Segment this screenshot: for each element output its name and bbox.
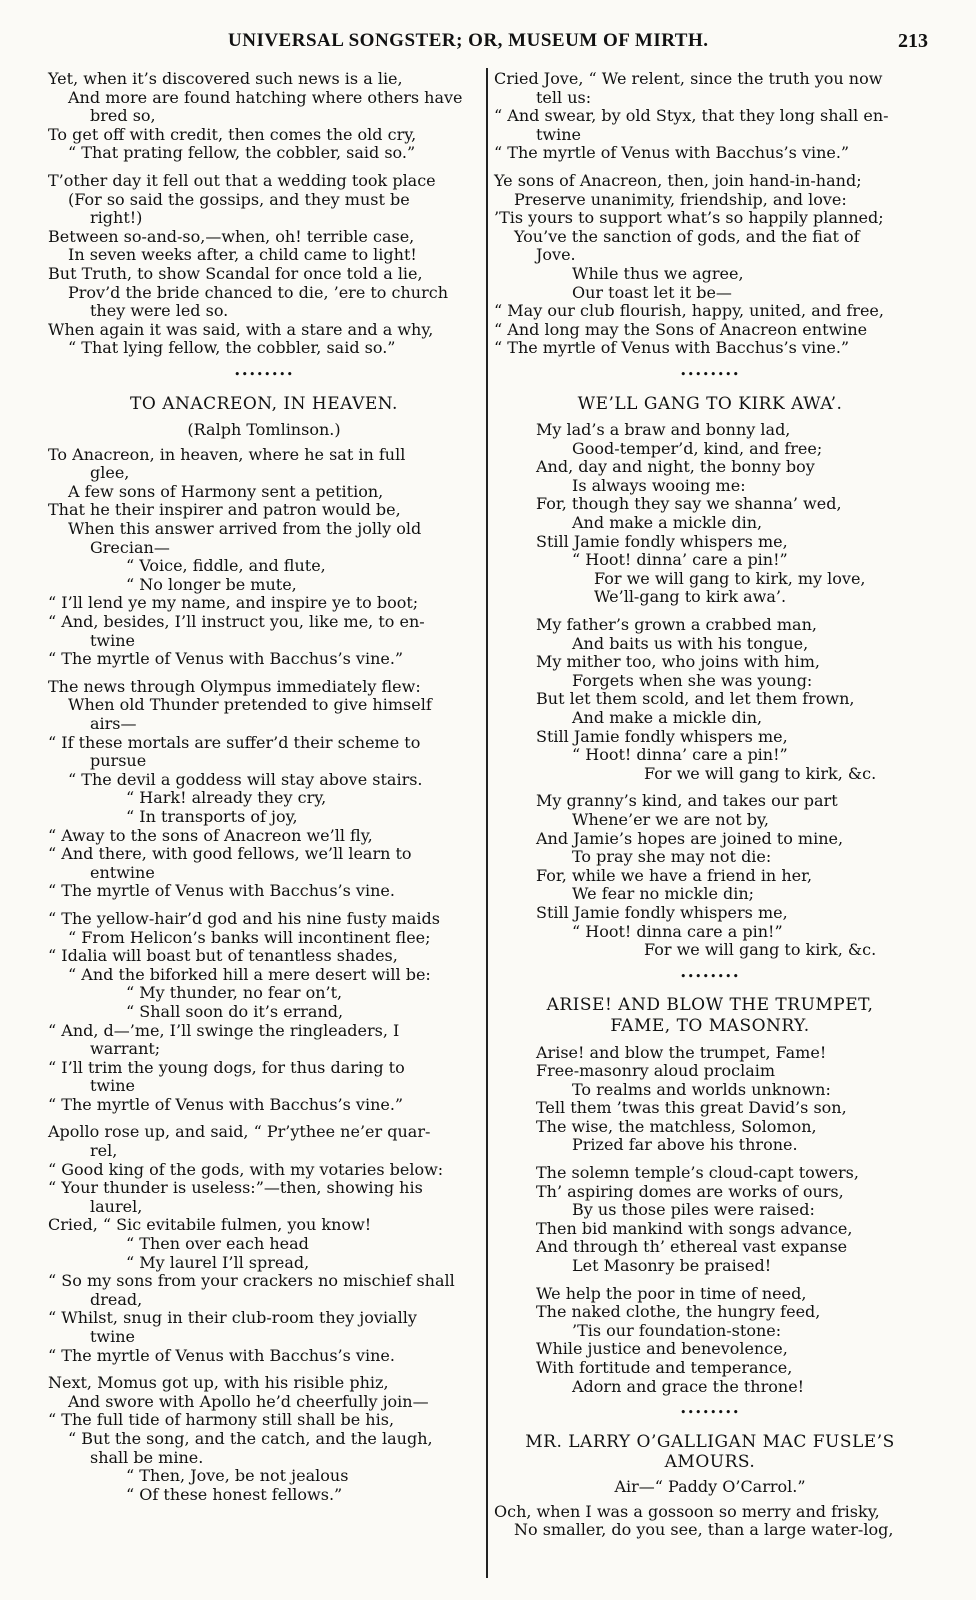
verse-line: Forgets when she was young: xyxy=(572,670,813,690)
verse-line: “ Then over each head xyxy=(126,1234,309,1254)
verse-line: Whene’er we are not by, xyxy=(572,809,769,829)
stanza xyxy=(48,1123,480,1365)
stanza xyxy=(494,1503,926,1540)
verse-line: airs— xyxy=(90,714,137,733)
verse-line: “ The devil a goddess will stay above stairs. xyxy=(68,769,423,789)
verse-line: For we will gang to kirk, &c. xyxy=(644,763,877,783)
stanza xyxy=(48,172,480,358)
page-header xyxy=(48,30,928,60)
verse-line: We help the poor in time of need, xyxy=(536,1283,807,1303)
verse-line: “ Whilst, snug in their club-room they jovially xyxy=(48,1308,417,1328)
verse-line: To get off with credit, then comes the old cry, xyxy=(48,124,417,144)
stanza xyxy=(494,616,926,783)
verse-line: “ I’ll lend ye my name, and inspire ye to boot; xyxy=(48,593,419,613)
verse-line: Arise! and blow the trumpet, Fame! xyxy=(536,1042,827,1062)
verse-line: “ Idalia will boast but of tenantless shades, xyxy=(48,946,398,966)
verse-line: twine xyxy=(90,1327,136,1346)
verse-line: And make a mickle din, xyxy=(572,708,763,727)
verse-line: Ye sons of Anacreon, then, join hand-in-hand; xyxy=(494,170,862,190)
verse-line: “ That prating fellow, the cobbler, said so.” xyxy=(68,143,416,163)
column-divider xyxy=(486,68,488,1578)
verse-line: Next, Momus got up, with his risible phiz, xyxy=(48,1373,389,1393)
verse-line: “ Your thunder is useless:”—then, showing his xyxy=(48,1178,423,1198)
verse-line: Jove. xyxy=(536,245,576,265)
verse-line: And swore with Apollo he’d cheerfully join— xyxy=(68,1391,429,1411)
verse-line: twine xyxy=(536,124,582,144)
verse-line: tell us: xyxy=(536,87,592,107)
verse-line: pursue xyxy=(90,751,147,771)
verse-line: With fortitude and temperance, xyxy=(536,1358,793,1377)
verse-line: “ May our club flourish, happy, united, and free, xyxy=(494,301,884,321)
verse-line: To pray she may not die: xyxy=(572,847,772,867)
verse-line: While thus we agree, xyxy=(572,263,744,283)
verse-line: My mither too, who joins with him, xyxy=(536,652,820,672)
verse-line: “ Then, Jove, be not jealous xyxy=(126,1466,349,1486)
verse-line: Cried, “ Sic evitabile fulmen, you know! xyxy=(48,1215,372,1235)
verse-line: “ Away to the sons of Anacreon we’ll fly, xyxy=(48,825,373,845)
verse-line: The news through Olympus immediately flew: xyxy=(48,676,421,696)
song-title-line-2: FAME, TO MASONRY. xyxy=(610,1015,810,1036)
verse-line: “ Hoot! dinna’ care a pin!” xyxy=(572,550,788,570)
song-title: WE’LL GANG TO KIRK AWA’. xyxy=(577,393,843,414)
verse-line: “ The myrtle of Venus with Bacchus’s vine.” xyxy=(48,1094,404,1114)
verse-line: “ And swear, by old Styx, that they long shall en- xyxy=(494,106,889,126)
verse-line: For, while we have a friend in her, xyxy=(536,865,813,885)
verse-line: Cried Jove, “ We relent, since the truth you now xyxy=(494,69,883,88)
verse-line: Prov’d the bride chanced to die, ’ere to church xyxy=(68,282,448,302)
verse-line: Is always wooing me: xyxy=(572,475,746,495)
verse-line: We’ll-gang to kirk awa’. xyxy=(594,587,787,607)
verse-line: rel, xyxy=(90,1141,118,1161)
verse-line: By us those piles were raised: xyxy=(572,1200,815,1220)
verse-line: Our toast let it be— xyxy=(572,282,732,302)
verse-line: And make a mickle din, xyxy=(572,513,763,533)
verse-line: Apollo rose up, and said, “ Pr’ythee ne’er quar- xyxy=(48,1122,431,1142)
verse-line: “ Good king of the gods, with my votaries below: xyxy=(48,1159,444,1179)
verse-line: “ And the biforked hill a mere desert will be: xyxy=(68,964,431,984)
verse-line: “ And, besides, I’ll instruct you, like me, to en- xyxy=(48,612,425,632)
song-air: Air—“ Paddy O’Carrol.” xyxy=(614,1476,806,1496)
verse-line: Th’ aspiring domes are works of ours, xyxy=(536,1181,844,1201)
stanza xyxy=(48,70,480,163)
verse-line: The wise, the matchless, Solomon, xyxy=(536,1116,817,1136)
verse-line: “ No longer be mute, xyxy=(126,574,297,594)
verse-line: No smaller, do you see, than a large water-log, xyxy=(514,1520,894,1540)
verse-line: Och, when I was a gossoon so merry and frisky, xyxy=(494,1501,880,1521)
stanza xyxy=(494,172,926,358)
verse-line: warrant; xyxy=(90,1039,161,1059)
verse-line: My father’s grown a crabbed man, xyxy=(536,615,817,635)
verse-line: “ If these mortals are suffer’d their scheme to xyxy=(48,732,421,752)
verse-line: dread, xyxy=(90,1289,143,1309)
verse-line: entwine xyxy=(90,862,155,882)
verse-line: “ My laurel I’ll spread, xyxy=(126,1252,310,1272)
verse-line: A few sons of Harmony sent a petition, xyxy=(68,481,384,501)
verse-line: (For so said the gossips, and they must be xyxy=(68,189,410,209)
verse-line: Let Masonry be praised! xyxy=(572,1256,772,1276)
verse-line: ’Tis yours to support what’s so happily planned; xyxy=(494,208,884,228)
verse-line: We fear no mickle din; xyxy=(572,884,755,904)
verse-line: laurel, xyxy=(90,1196,143,1216)
stanza xyxy=(48,678,480,901)
song-author: (Ralph Tomlinson.) xyxy=(187,420,341,440)
verse-line: “ The myrtle of Venus with Bacchus’s vine.” xyxy=(48,649,404,669)
verse-line: But let them scold, and let them frown, xyxy=(536,689,855,709)
verse-line: My lad’s a braw and bonny lad, xyxy=(536,420,791,440)
left-column xyxy=(48,70,480,1504)
song-title-line-1: MR. LARRY O’GALLIGAN MAC FUSLE’S xyxy=(525,1431,895,1452)
verse-line: “ So my sons from your crackers no mischief shall xyxy=(48,1271,455,1291)
verse-line: “ The myrtle of Venus with Bacchus’s vine. xyxy=(48,1345,395,1365)
verse-line: Grecian— xyxy=(90,537,170,557)
verse-line: When old Thunder pretended to give himself xyxy=(68,695,432,715)
verse-line: twine xyxy=(90,630,136,650)
ornament: •••••••• xyxy=(234,367,294,381)
verse-line: Yet, when it’s discovered such news is a lie, xyxy=(48,69,403,88)
verse-line: twine xyxy=(90,1076,136,1096)
stanza xyxy=(494,792,926,959)
verse-line: Then bid mankind with songs advance, xyxy=(536,1218,853,1238)
verse-line: Prized far above his throne. xyxy=(572,1135,798,1155)
verse-line: “ That lying fellow, the cobbler, said so.” xyxy=(68,338,396,358)
verse-line: “ The myrtle of Venus with Bacchus’s vine. xyxy=(48,881,395,901)
verse-line: For we will gang to kirk, &c. xyxy=(644,940,877,960)
stanza xyxy=(494,70,926,163)
verse-line: “ I’ll trim the young dogs, for thus daring to xyxy=(48,1057,405,1077)
verse-line: “ Shall soon do it’s errand, xyxy=(126,1001,344,1021)
verse-line: To realms and worlds unknown: xyxy=(572,1079,831,1099)
right-column xyxy=(494,70,926,1540)
verse-line: “ My thunder, no fear on’t, xyxy=(126,983,343,1003)
verse-line: ’Tis our foundation-stone: xyxy=(572,1320,782,1340)
verse-line: The naked clothe, the hungry feed, xyxy=(536,1302,821,1322)
verse-line: “ Voice, fiddle, and flute, xyxy=(126,556,326,576)
ornament: •••••••• xyxy=(680,969,740,983)
verse-line: “ Of these honest fellows.” xyxy=(126,1484,343,1504)
verse-line: “ And there, with good fellows, we’ll learn to xyxy=(48,844,412,864)
verse-line: Free-masonry aloud proclaim xyxy=(536,1061,776,1081)
verse-line: “ The yellow-hair’d god and his nine fusty maids xyxy=(48,908,440,928)
song-title: TO ANACREON, IN HEAVEN. xyxy=(130,393,398,414)
verse-line: shall be mine. xyxy=(90,1447,204,1467)
verse-line: And baits us with his tongue, xyxy=(572,633,809,653)
verse-line: “ Hark! already they cry, xyxy=(126,788,327,808)
verse-line: When again it was said, with a stare and a why, xyxy=(48,319,434,339)
verse-line: Still Jamie fondly whispers me, xyxy=(536,726,788,746)
verse-line: they were led so. xyxy=(90,301,229,321)
song-title-line-2: AMOURS. xyxy=(664,1452,756,1473)
stanza xyxy=(494,1164,926,1276)
stanza xyxy=(494,421,926,607)
verse-line: Between so-and-so,—when, oh! terrible case, xyxy=(48,226,415,246)
verse-line: “ The myrtle of Venus with Bacchus’s vine.” xyxy=(494,143,850,163)
stanza xyxy=(48,446,480,669)
verse-line: Still Jamie fondly whispers me, xyxy=(536,902,788,922)
verse-line: “ The myrtle of Venus with Bacchus’s vine.” xyxy=(494,338,850,358)
verse-line: Preserve unanimity, friendship, and love: xyxy=(514,189,847,209)
verse-line: Adorn and grace the throne! xyxy=(572,1376,805,1396)
verse-line: “ Hoot! dinna’ care a pin!” xyxy=(572,745,788,765)
verse-line: And through th’ ethereal vast expanse xyxy=(536,1237,848,1257)
verse-line: And, day and night, the bonny boy xyxy=(536,457,815,477)
verse-line: And Jamie’s hopes are joined to mine, xyxy=(536,828,844,848)
verse-line: For, though they say we shanna’ wed, xyxy=(536,494,842,514)
verse-line: “ And long may the Sons of Anacreon entwine xyxy=(494,319,868,339)
ornament: •••••••• xyxy=(680,367,740,381)
verse-line: When this answer arrived from the jolly old xyxy=(68,519,422,539)
verse-line: T’other day it fell out that a wedding took place xyxy=(48,170,436,190)
page-number: 213 xyxy=(898,30,928,52)
verse-line: “ But the song, and the catch, and the laugh, xyxy=(68,1428,433,1448)
verse-line: You’ve the sanction of gods, and the fiat of xyxy=(514,226,860,246)
stanza xyxy=(48,910,480,1115)
verse-line: bred so, xyxy=(90,106,156,126)
verse-line: right!) xyxy=(90,208,143,228)
running-title: UNIVERSAL SONGSTER; OR, MUSEUM OF MIRTH. xyxy=(228,30,709,51)
verse-line: To Anacreon, in heaven, where he sat in full xyxy=(48,444,406,464)
verse-line: “ In transports of joy, xyxy=(126,806,298,826)
verse-line: glee, xyxy=(90,463,130,483)
verse-line: While justice and benevolence, xyxy=(536,1339,788,1359)
verse-line: “ And, d—’me, I’ll swinge the ringleaders, I xyxy=(48,1020,400,1040)
ornament: •••••••• xyxy=(680,1406,740,1420)
verse-line: “ The full tide of harmony still shall be his, xyxy=(48,1410,395,1430)
verse-line: My granny’s kind, and takes our part xyxy=(536,791,838,811)
stanza xyxy=(48,1374,480,1504)
verse-line: That he their inspirer and patron would be, xyxy=(48,500,401,520)
verse-line: “ From Helicon’s banks will incontinent flee; xyxy=(68,927,431,947)
verse-line: “ Hoot! dinna care a pin!” xyxy=(572,921,783,941)
stanza xyxy=(494,1044,926,1156)
verse-line: But Truth, to show Scandal for once told a lie, xyxy=(48,263,423,283)
verse-line: For we will gang to kirk, my love, xyxy=(594,568,866,588)
verse-line: And more are found hatching where others have xyxy=(68,87,463,107)
verse-line: Good-temper’d, kind, and free; xyxy=(572,438,823,458)
verse-line: In seven weeks after, a child came to light! xyxy=(68,245,417,265)
verse-line: Tell them ’twas this great David’s son, xyxy=(536,1098,847,1118)
verse-line: The solemn temple’s cloud-capt towers, xyxy=(536,1163,859,1183)
song-title-line-1: ARISE! AND BLOW THE TRUMPET, xyxy=(546,995,874,1016)
stanza xyxy=(494,1285,926,1397)
verse-line: Still Jamie fondly whispers me, xyxy=(536,531,788,551)
